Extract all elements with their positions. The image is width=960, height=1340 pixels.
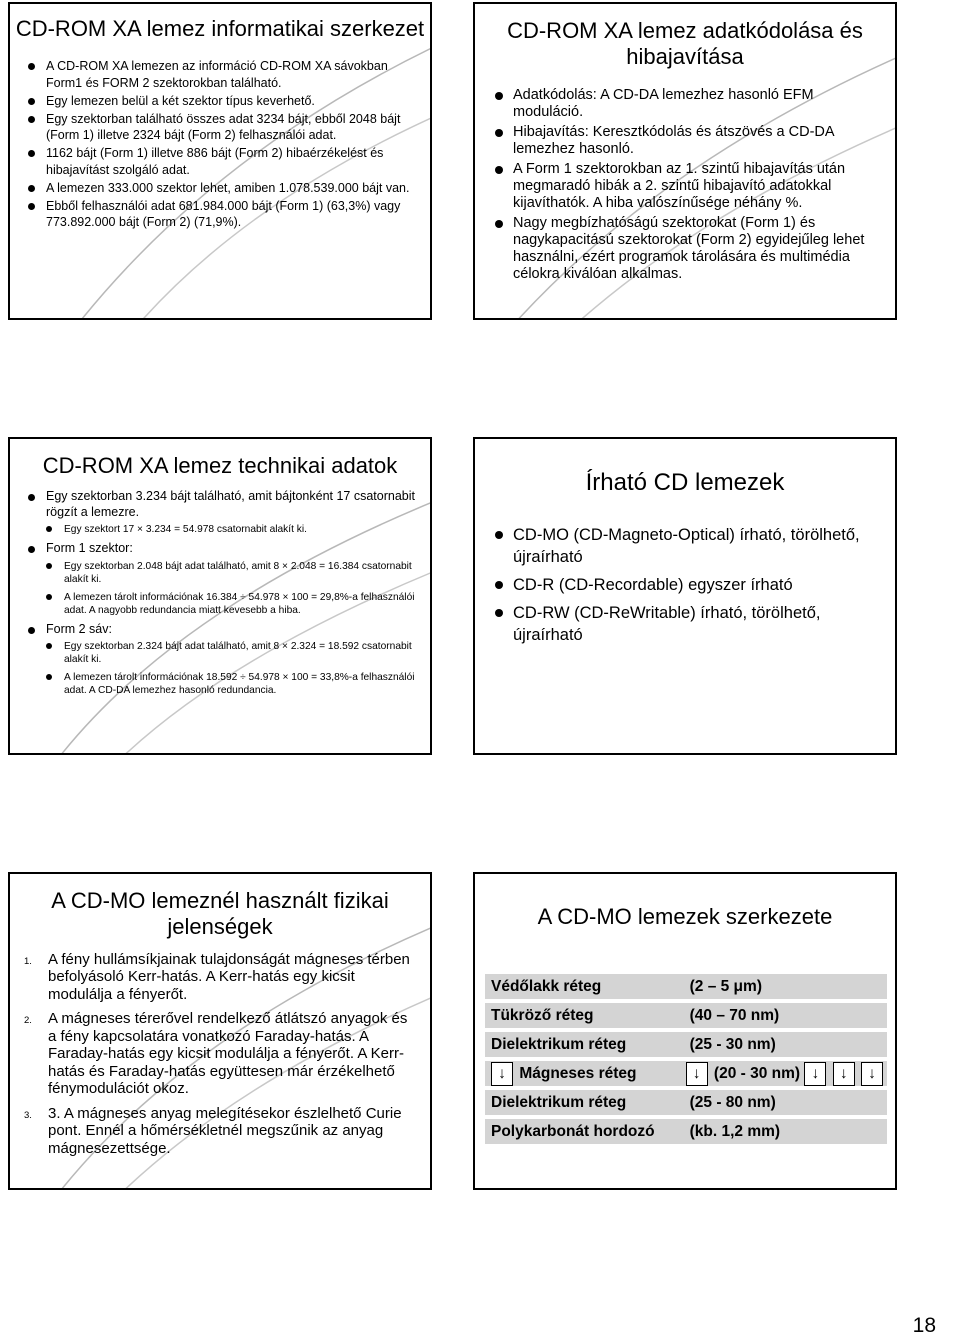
layer-size-text: (20 - 30 nm) — [713, 1064, 801, 1082]
slide-writable-cd — [473, 437, 897, 755]
arrow-down-icon: ↓ — [804, 1062, 826, 1086]
slide-title: A CD-MO lemezek szerkezete — [537, 904, 833, 929]
bullet-item: Ebből felhasználói adat 681.984.000 bájt (Form 1) (63,3%) vagy 773.892.000 bájt (Form 2) (71,9%). — [24, 198, 418, 230]
layer-size: (25 - 80 nm) — [684, 1090, 887, 1115]
bullet-item: Form 2 sáv: — [24, 622, 420, 638]
item-number: 1. — [24, 955, 32, 967]
sub-bullet-item: Egy szektorban 2.324 bájt adat található, amit 8 × 2.324 = 18.592 csatornabit alakít ki. — [24, 640, 420, 666]
layer-name — [485, 1061, 684, 1086]
layer-size — [684, 1061, 887, 1086]
layer-size: (25 - 30 nm) — [684, 1032, 887, 1057]
numbered-item — [24, 1010, 418, 1098]
bullet-list — [491, 524, 881, 646]
bullet-item: A lemezen 333.000 szektor lehet, amiben 1.078.539.000 bájt van. — [24, 180, 418, 196]
layer-name: Tükröző réteg — [485, 1003, 684, 1028]
slide-title: Írható CD lemezek — [585, 469, 785, 496]
arrow-down-icon: ↓ — [686, 1062, 708, 1086]
layer-name: Védőlakk réteg — [485, 974, 684, 999]
bullet-item: Form 1 szektor: — [24, 541, 420, 557]
bullet-item: A CD-ROM XA lemezen az információ CD-ROM XA sávokban Form1 és FORM 2 szektorokban található. — [24, 58, 418, 90]
bullet-item: Adatkódolás: A CD-DA lemezhez hasonló EFM moduláció. — [491, 87, 881, 121]
technical-list — [24, 489, 420, 697]
layer-name: Dielektrikum réteg — [485, 1032, 684, 1057]
layer-table — [485, 970, 887, 1148]
bullet-item: CD-MO (CD-Magneto-Optical) írható, törölhető, újraírható — [491, 524, 881, 568]
layer-row-magnetic — [485, 1061, 887, 1086]
item-text: 3. A mágneses anyag melegítésekor észlelhető Curie pont. Ennél a hőmérsékletnél megszűnik az anyag mágnesezettsége. — [48, 1104, 402, 1157]
layer-row — [485, 1003, 887, 1028]
slide-physical-phenomena — [8, 872, 432, 1190]
bullet-list — [24, 58, 418, 230]
bullet-item: Egy szektorban 3.234 bájt található, amit bájtonként 17 csatornabit rögzít a lemezre. — [24, 489, 420, 520]
numbered-list — [24, 951, 418, 1158]
slide-title: CD-ROM XA lemez technikai adatok — [42, 453, 398, 478]
bullet-item: CD-RW (CD-ReWritable) írható, törölhető, újraírható — [491, 602, 881, 646]
layer-size: (kb. 1,2 mm) — [684, 1119, 887, 1144]
layer-name: Polykarbonát hordozó — [485, 1119, 684, 1144]
slide-title: CD-ROM XA lemez informatikai szerkezet — [15, 16, 425, 41]
arrow-down-icon: ↓ — [861, 1062, 883, 1086]
layer-name: Dielektrikum réteg — [485, 1090, 684, 1115]
layer-size: (2 – 5 μm) — [684, 974, 887, 999]
item-number: 3. — [24, 1109, 32, 1121]
bullet-item: Nagy megbízhatóságú szektorokat (Form 1) és nagykapacitású szektorokat (Form 2) egyidejűleg lehet használni, ezért programok tárolására és multimédia célokra kiválóan alkalmas. — [491, 215, 881, 283]
layer-row — [485, 974, 887, 999]
arrow-down-icon: ↓ — [491, 1062, 513, 1086]
bullet-item: CD-R (CD-Recordable) egyszer írható — [491, 574, 881, 596]
sub-bullet-item: A lemezen tárolt információnak 16.384 ÷ 54.978 × 100 = 29,8%-a felhasználói adat. A nagyobb redundancia miatt kevesebb a hiba. — [24, 591, 420, 617]
bullet-item: 1162 bájt (Form 1) illetve 886 bájt (Form 2) hibaérzékelést és hibajavítást szolgáló adat. — [24, 145, 418, 177]
sub-bullet-item: Egy szektort 17 × 3.234 = 54.978 csatornabit alakít ki. — [24, 523, 420, 536]
item-text: A mágneses térerővel rendelkező átlátszó anyagok és a fény kapcsolatára vonatkozó Faraday-hatás. A Faraday-hatás egy kicsit modulálja a fényerőt. A Kerr-hatás és Faraday-hatás együttesen már érzékelhető fénymodulációt okoz. — [48, 1010, 408, 1098]
slide-cdmo-structure — [473, 872, 897, 1190]
layer-row — [485, 1032, 887, 1057]
bullet-list — [491, 87, 881, 283]
slide-title: CD-ROM XA lemez adatkódolása és hibajavítása — [507, 18, 863, 70]
slide-data-coding — [473, 2, 897, 320]
item-number: 2. — [24, 1015, 32, 1027]
sub-bullet-item: Egy szektorban 2.048 bájt adat található, amit 8 × 2.048 = 16.384 csatornabit alakít ki. — [24, 560, 420, 586]
layer-size: (40 – 70 nm) — [684, 1003, 887, 1028]
numbered-item — [24, 1105, 418, 1158]
arrow-down-icon: ↓ — [833, 1062, 855, 1086]
bullet-item: Egy lemezen belül a két szektor típus keverhető. — [24, 93, 418, 109]
item-text: A fény hullámsíkjainak tulajdonságát mágneses térben befolyásoló Kerr-hatás. A Kerr-hatás egy kicsit modulálja a fényerőt. — [48, 950, 410, 1003]
bullet-item: Hibajavítás: Keresztkódolás és átszövés a CD-DA lemezhez hasonló. — [491, 124, 881, 158]
sub-bullet-item: A lemezen tárolt információnak 18.592 ÷ 54.978 × 100 = 33,8%-a felhasználói adat. A CD-DA lemezhez hasonló redundancia. — [24, 671, 420, 697]
numbered-item — [24, 951, 418, 1004]
slide-cdrom-xa-structure — [8, 2, 432, 320]
layer-name-text: Mágneses réteg — [519, 1064, 637, 1082]
layer-row — [485, 1119, 887, 1144]
slide-title: A CD-MO lemeznél használt fizikai jelenségek — [51, 888, 389, 940]
bullet-item: A Form 1 szektorokban az 1. szintű hibajavítás után megmaradó hibák a 2. szintű hibajavító adatokkal kijavíthatók. A hiba valószínűsége néhány %. — [491, 161, 881, 212]
slide-technical-data — [8, 437, 432, 755]
bullet-item: Egy szektorban található összes adat 3234 bájt, ebből 2048 bájt (Form 1) illetve 2324 bájt (Form 2) felhasználói adat. — [24, 111, 418, 143]
page-number: 18 — [912, 1314, 936, 1337]
layer-row — [485, 1090, 887, 1115]
